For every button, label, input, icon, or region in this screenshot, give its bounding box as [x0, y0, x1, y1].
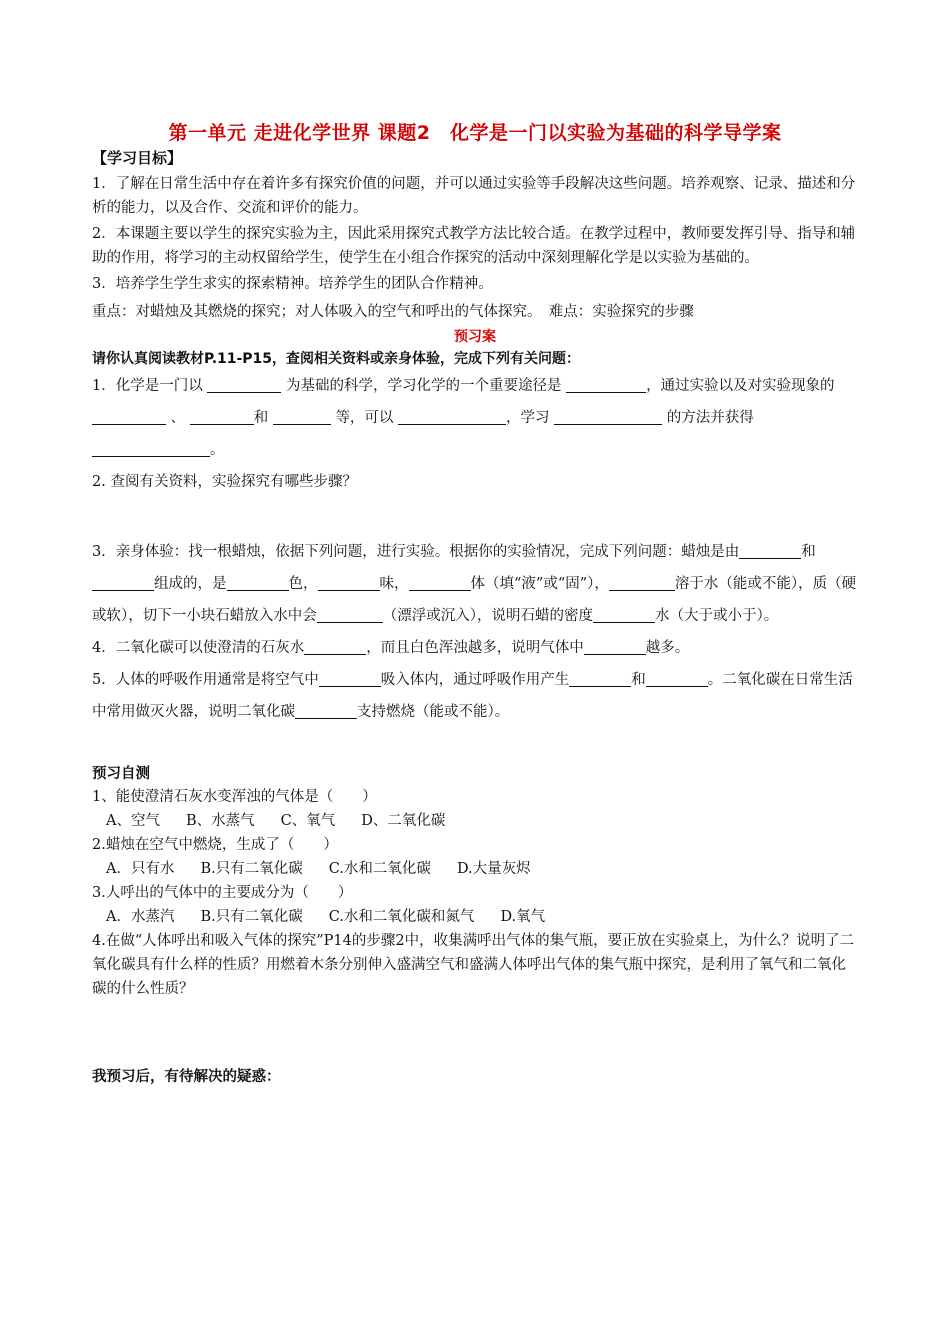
answer-blank[interactable] — [317, 606, 383, 623]
option[interactable]: C.水和二氧化碳 — [328, 861, 431, 877]
option[interactable]: D.大量灰烬 — [456, 861, 531, 877]
answer-blank[interactable] — [92, 440, 210, 457]
preview-instruction: 请你认真阅读教材P.11-P15，查阅相关资料或亲身体验，完成下列有关问题： — [92, 351, 581, 367]
answer-blank[interactable] — [566, 376, 646, 393]
option[interactable]: C、氧气 — [280, 813, 336, 829]
answer-blank[interactable] — [569, 670, 631, 687]
answer-blank[interactable] — [92, 574, 154, 591]
answer-blank[interactable] — [207, 376, 281, 393]
option[interactable]: D.氧气 — [500, 909, 546, 925]
self-test-question-4: 4.在做“人体呼出和吸入气体的探究”P14的步骤2中，收集满呼出气体的集气瓶，要正放在实验桌上，为什么？说明了二氧化碳具有什么样的性质？用燃着木条分别伸入盛满空气和盛满人体呼出气体的集气瓶中探究，是利用了氧气和二氧化碳的什么性质？ — [92, 933, 855, 997]
option[interactable]: C.水和二氧化碳和氮气 — [328, 909, 475, 925]
doubts-heading: 我预习后，有待解决的疑惑： — [92, 1069, 281, 1085]
answer-blank[interactable] — [304, 638, 366, 655]
option[interactable]: A、空气 — [106, 813, 160, 829]
answer-blank[interactable] — [273, 408, 331, 425]
answer-blank[interactable] — [646, 670, 708, 687]
preview-question-4: 4．二氧化碳可以使澄清的石灰水 ，而且白色浑浊越多，说明气体中 越多。 — [92, 640, 690, 656]
option[interactable]: B、水蒸气 — [185, 813, 255, 829]
answer-blank[interactable] — [398, 408, 506, 425]
answer-blank[interactable] — [318, 574, 380, 591]
option[interactable]: B.只有二氧化碳 — [200, 909, 303, 925]
objective-3: 3．培养学生学生求实的探索精神。培养学生的团队合作精神。 — [92, 276, 493, 292]
objectives-heading: 【学习目标】 — [92, 149, 183, 167]
objective-2: 2．本课题主要以学生的探究实验为主，因此采用探究式教学方法比较合适。在教学过程中，教师要发挥引导、指导和辅助的作用，将学习的主动权留给学生，使学生在小组合作探究的活动中深刻理解化学是以实验为基础的。 — [92, 226, 856, 266]
key-points: 重点：对蜡烛及其燃烧的探究；对人体吸入的空气和呼出的气体探究。 难点：实验探究的步骤 — [92, 304, 694, 320]
answer-blank[interactable] — [554, 408, 662, 425]
answer-blank[interactable] — [739, 542, 801, 559]
preview-question-5: 5．人体的呼吸作用通常是将空气中 吸入体内，通过呼吸作用产生 和 。二氧化碳在日常生活中常用做灭火器，说明二氧化碳 支持燃烧（能或不能）。 — [92, 672, 853, 720]
answer-blank[interactable] — [409, 574, 471, 591]
preview-question-2: 2. 查阅有关资料，实验探究有哪些步骤？ — [92, 474, 357, 490]
answer-blank[interactable] — [295, 702, 357, 719]
answer-blank[interactable] — [584, 638, 646, 655]
answer-blank[interactable] — [92, 408, 166, 425]
answer-blank[interactable] — [593, 606, 655, 623]
self-test-question-2: 2.蜡烛在空气中燃烧，生成了（ ） — [92, 837, 338, 853]
preview-question-1: 1．化学是一门以 为基础的科学，学习化学的一个重要途径是 ，通过实验以及对实验现象的 、 和 等，可以 ，学习 的方法并获得 。 — [92, 378, 835, 458]
preview-question-3: 3．亲身体验：找一根蜡烛，依据下列问题，进行实验。根据你的实验情况，完成下列问题：蜡烛是由 和组成的，是 色， 味， 体（填“液”或“固”）， 溶于水（能或不能），质（硬或软），切下一小块石蜡放入水中会 （漂浮或沉入），说明石蜡的密度 水（大于或小于）。 — [92, 544, 857, 624]
self-test-heading: 预习自测 — [92, 766, 150, 782]
objective-1: 1．了解在日常生活中存在着许多有探究价值的问题，并可以通过实验等手段解决这些问题。培养观察、记录、描述和分析的能力，以及合作、交流和评价的能力。 — [92, 176, 856, 216]
self-test-question-3: 3.人呼出的气体中的主要成分为（ ） — [92, 885, 353, 901]
answer-blank[interactable] — [609, 574, 675, 591]
self-test-options-2 — [92, 857, 858, 881]
answer-blank[interactable] — [190, 408, 254, 425]
option[interactable]: A．水蒸汽 — [106, 909, 175, 925]
self-test-options-1 — [92, 809, 858, 833]
self-test-question-1: 1、能使澄清石灰水变浑浊的气体是（ ） — [92, 789, 377, 805]
answer-blank[interactable] — [227, 574, 289, 591]
worksheet-page — [92, 118, 858, 1086]
preview-heading: 预习案 — [454, 329, 496, 345]
option[interactable]: A．只有水 — [106, 861, 175, 877]
option[interactable]: D、二氧化碳 — [361, 813, 446, 829]
page-title: 第一单元 走进化学世界 课题2 化学是一门以实验为基础的科学导学案 — [168, 122, 782, 144]
option[interactable]: B.只有二氧化碳 — [200, 861, 303, 877]
answer-blank[interactable] — [319, 670, 381, 687]
self-test-options-3 — [92, 905, 858, 929]
